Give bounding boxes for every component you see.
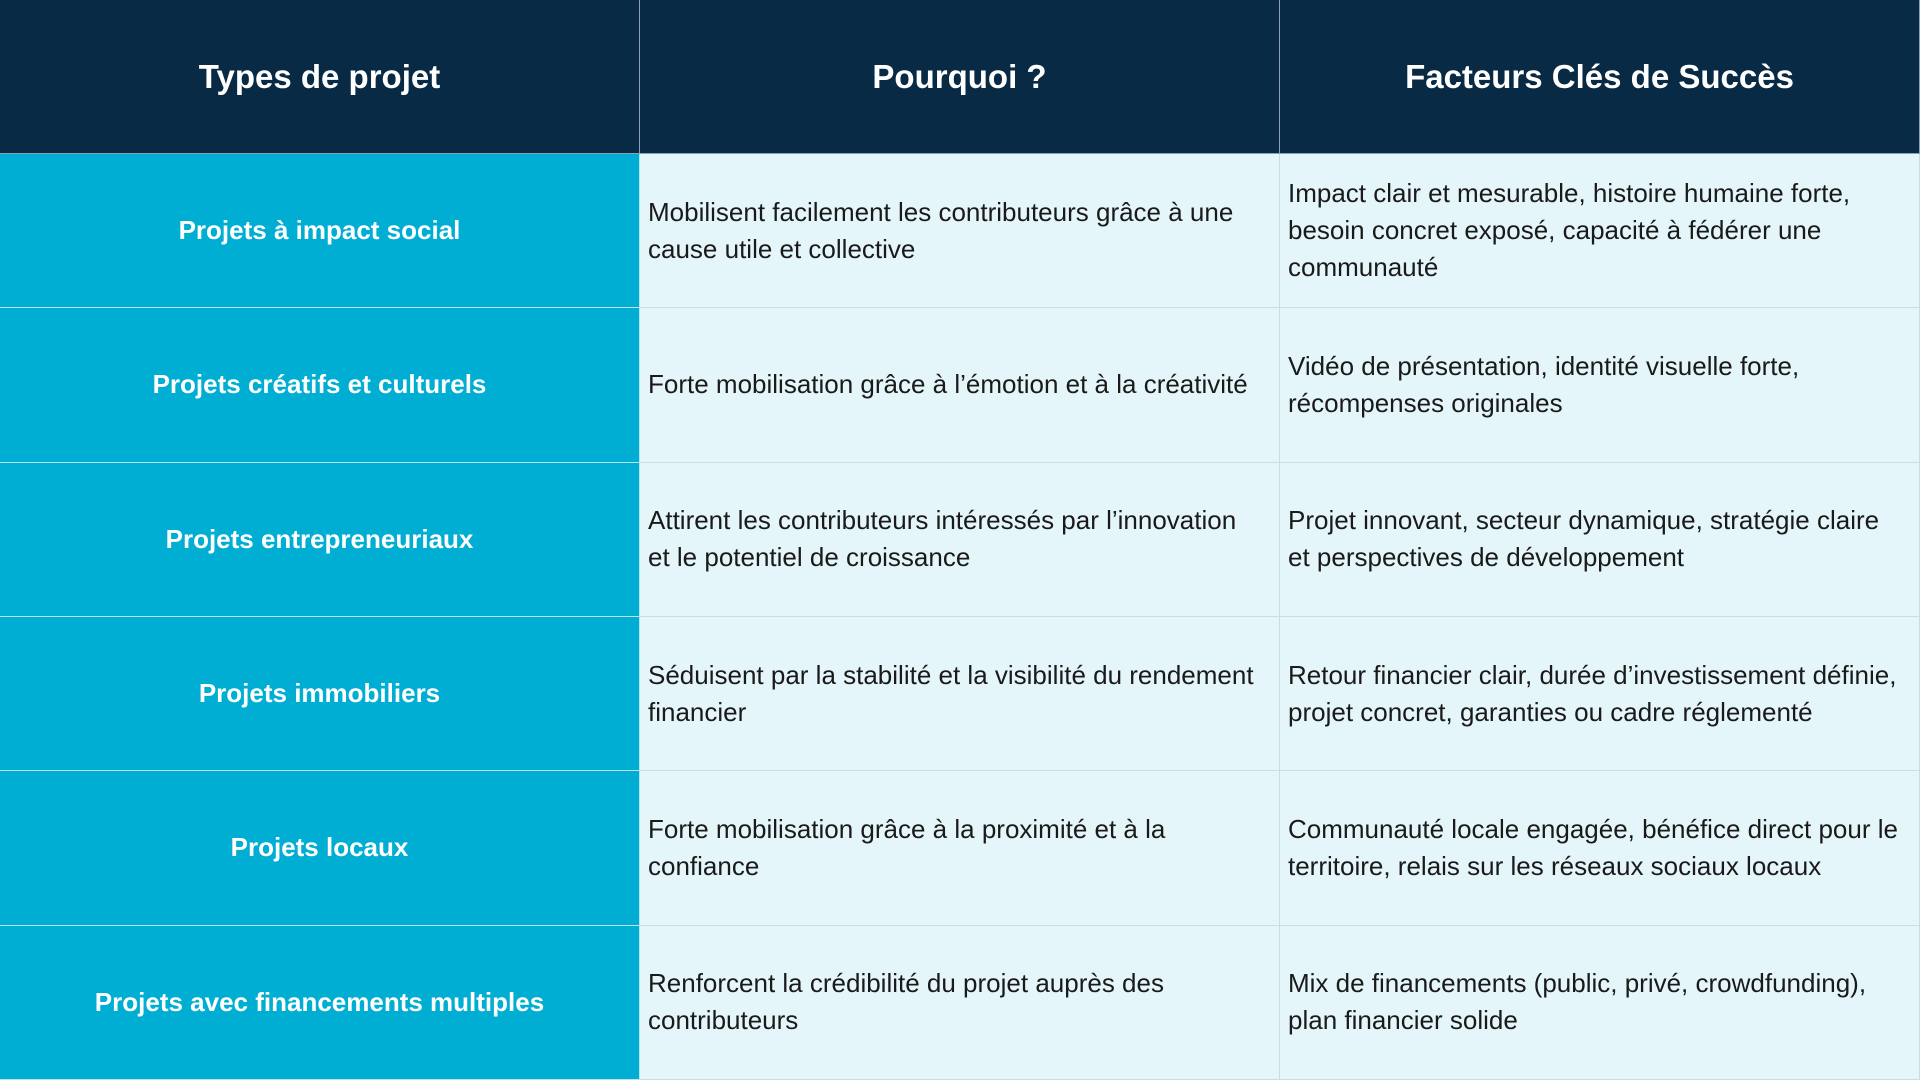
- row-type: Projets entrepreneuriaux: [0, 463, 640, 617]
- row-why: Forte mobilisation grâce à la proximité et à la confiance: [640, 771, 1280, 925]
- row-factors: Impact clair et mesurable, histoire humaine forte, besoin concret exposé, capacité à fédérer une communauté: [1280, 154, 1920, 308]
- row-type: Projets locaux: [0, 771, 640, 925]
- row-why: Renforcent la crédibilité du projet auprès des contributeurs: [640, 926, 1280, 1080]
- header-success-factors: Facteurs Clés de Succès: [1280, 0, 1920, 154]
- header-why: Pourquoi ?: [640, 0, 1280, 154]
- row-factors: Mix de financements (public, privé, crowdfunding), plan financier solide: [1280, 926, 1920, 1080]
- row-why: Attirent les contributeurs intéressés par l’innovation et le potentiel de croissance: [640, 463, 1280, 617]
- row-type: Projets créatifs et culturels: [0, 308, 640, 462]
- row-factors: Projet innovant, secteur dynamique, stratégie claire et perspectives de développement: [1280, 463, 1920, 617]
- row-factors: Communauté locale engagée, bénéfice direct pour le territoire, relais sur les réseaux sociaux locaux: [1280, 771, 1920, 925]
- header-types: Types de projet: [0, 0, 640, 154]
- row-factors: Retour financier clair, durée d’investissement définie, projet concret, garanties ou cadre réglementé: [1280, 617, 1920, 771]
- row-type: Projets avec financements multiples: [0, 926, 640, 1080]
- row-type: Projets à impact social: [0, 154, 640, 308]
- row-type: Projets immobiliers: [0, 617, 640, 771]
- row-why: Mobilisent facilement les contributeurs grâce à une cause utile et collective: [640, 154, 1280, 308]
- row-factors: Vidéo de présentation, identité visuelle forte, récompenses originales: [1280, 308, 1920, 462]
- row-why: Forte mobilisation grâce à l’émotion et à la créativité: [640, 308, 1280, 462]
- row-why: Séduisent par la stabilité et la visibilité du rendement financier: [640, 617, 1280, 771]
